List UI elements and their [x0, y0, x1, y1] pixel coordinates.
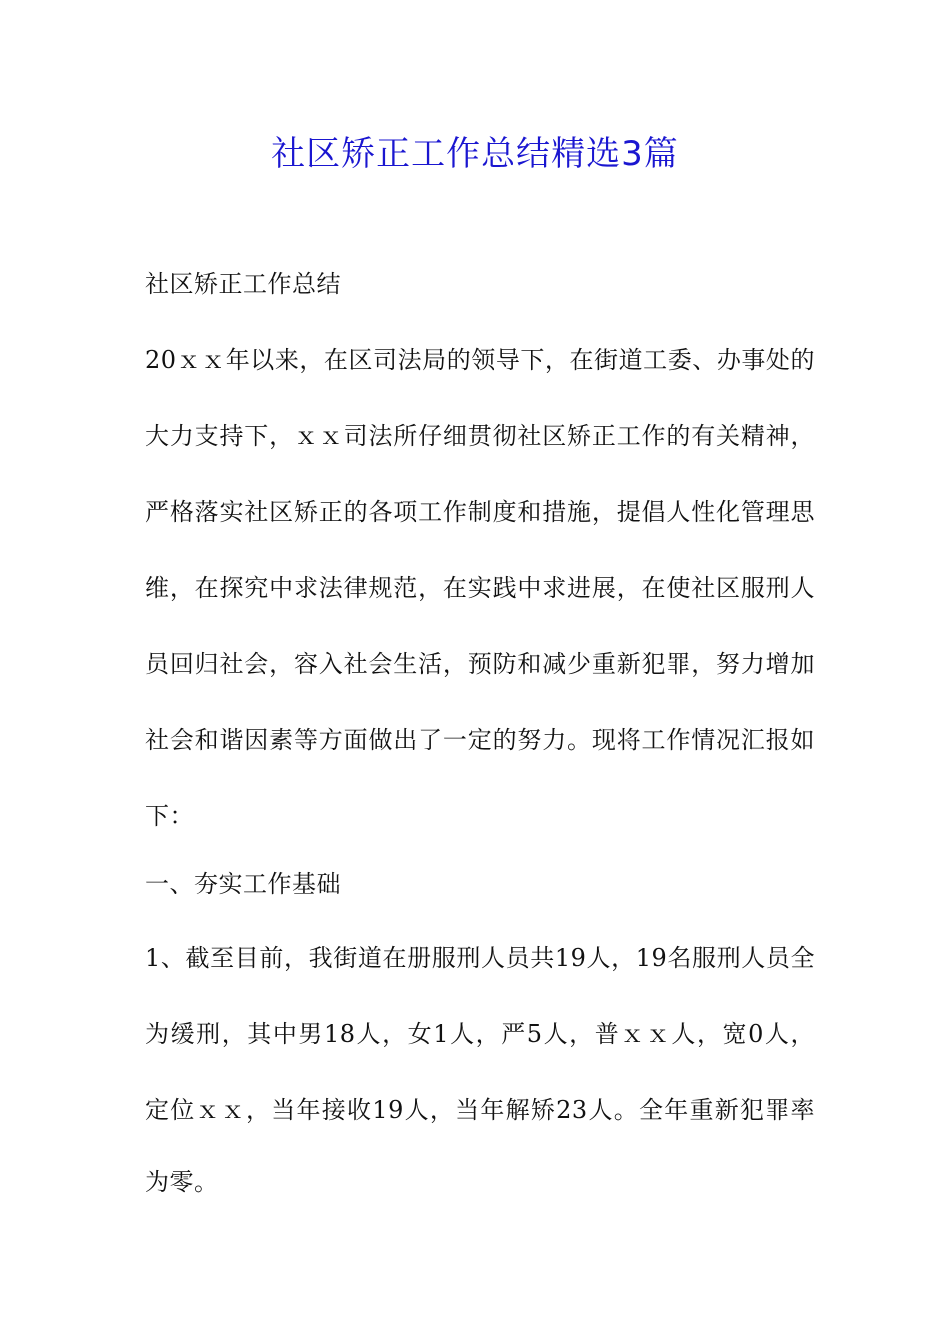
paragraph-line: 为缓刑，其中男18人，女1人，严5人，普ｘｘ人，宽0人，: [145, 1020, 815, 1048]
paragraph-line: 大力支持下，ｘｘ司法所仔细贯彻社区矫正工作的有关精神，: [145, 422, 815, 450]
paragraph-line: 严格落实社区矫正的各项工作制度和措施，提倡人性化管理思: [145, 498, 815, 526]
paragraph-line: 维，在探究中求法律规范，在实践中求进展，在使社区服刑人: [145, 574, 815, 602]
paragraph-line: 下：: [145, 802, 194, 830]
subsection-heading: 一、夯实工作基础: [145, 870, 341, 898]
section-heading: 社区矫正工作总结: [145, 270, 341, 298]
paragraph-line: 为零。: [145, 1168, 219, 1196]
paragraph-line: 员回归社会，容入社会生活，预防和减少重新犯罪，努力增加: [145, 650, 815, 678]
paragraph-line: 1、截至目前，我街道在册服刑人员共19人，19名服刑人员全: [145, 944, 815, 972]
paragraph-line: 20ｘｘ年以来，在区司法局的领导下，在街道工委、办事处的: [145, 346, 815, 374]
document-title: 社区矫正工作总结精选3篇: [271, 134, 679, 174]
paragraph-line: 定位ｘｘ，当年接收19人，当年解矫23人。全年重新犯罪率: [145, 1096, 815, 1124]
paragraph-line: 社会和谐因素等方面做出了一定的努力。现将工作情况汇报如: [145, 726, 815, 754]
